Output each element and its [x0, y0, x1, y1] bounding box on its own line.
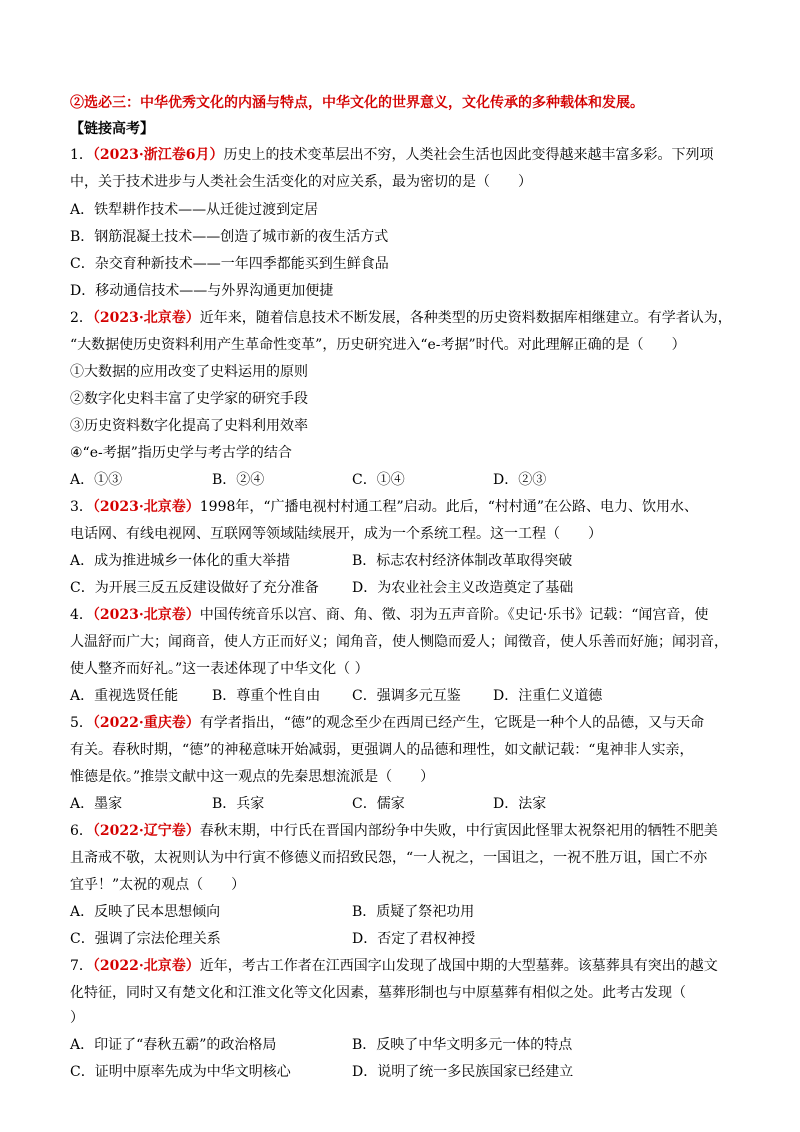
option-d: D．为农业社会主义改造奠定了基础 — [352, 580, 574, 596]
question-text: 近年来，随着信息技术不断发展，各种类型的历史资料数据库相继建立。有学者认为， — [199, 310, 732, 326]
section-label: 【链接高考】 — [70, 121, 154, 137]
statement-2: ②数字化史料丰富了史学家的研究手段 — [70, 391, 308, 407]
option-a: A．反映了民本思想倾向 — [70, 904, 221, 920]
question-text: 有关。春秋时期，“德”的神秘意味开始减弱，更强调人的品德和理性，如文献记载：“鬼神非人实亲， — [70, 742, 694, 758]
statement-1: ①大数据的应用改变了史料运用的原则 — [70, 364, 308, 380]
option-d: D．移动通信技术——与外界沟通更加便捷 — [70, 283, 334, 299]
question-number: 4． — [70, 607, 93, 623]
question-text: 有学者指出，“德”的观念至少在西周已经产生，它既是一种个人的品德，又与天命 — [199, 715, 705, 731]
option-b: B．尊重个性自由 — [212, 688, 321, 704]
option-a: A．①③ — [70, 472, 123, 488]
question-5-stem — [70, 713, 704, 733]
option-b: B．钢筋混凝土技术——创造了城市新的夜生活方式 — [70, 229, 389, 245]
section-heading: ②选必三：中华优秀文化的内涵与特点，中华文化的世界意义，文化传承的多种载体和发展。 — [70, 95, 644, 111]
question-4-stem — [70, 605, 708, 625]
question-7-stem — [70, 956, 718, 976]
question-source: （2023·北京卷） — [92, 607, 200, 623]
question-text: ） — [70, 1010, 84, 1026]
question-source: （2022·重庆卷） — [92, 715, 200, 731]
option-d: D．注重仁义道德 — [493, 688, 603, 704]
question-source: （2023·北京卷） — [92, 310, 200, 326]
option-c: C．儒家 — [352, 796, 405, 812]
question-text: 近年，考古工作者在江西国字山发现了战国中期的大型墓葬。该墓葬具有突出的越文 — [199, 958, 718, 974]
question-text: 宜乎！”太祝的观点（ ） — [70, 877, 246, 893]
option-d: D．②③ — [493, 472, 547, 488]
option-d: D．法家 — [493, 796, 547, 812]
question-number: 6． — [70, 823, 93, 839]
question-text: 且斋戒不敬，太祝则认为中行寅不修德义而招致民怨，“一人祝之，一国诅之，一祝不胜万诅，国亡不亦 — [70, 850, 708, 866]
option-c: C．杂交育种新技术——一年四季都能买到生鲜食品 — [70, 256, 389, 272]
question-1-stem — [70, 145, 714, 165]
option-b: B．标志农村经济体制改革取得突破 — [352, 553, 573, 569]
question-text: 1998年，“广播电视村村通工程”启动。此后，“村村通”在公路、电力、饮用水、 — [199, 499, 699, 515]
option-b: B．质疑了祭祀功用 — [352, 904, 475, 920]
option-c: C．①④ — [352, 472, 405, 488]
statement-4: ④“e-考据”指历史学与考古学的结合 — [70, 445, 292, 461]
option-c: C．强调多元互鉴 — [352, 688, 461, 704]
question-text: 惟德是依。”推崇文献中这一观点的先秦思想流派是（ ） — [70, 769, 435, 785]
question-number: 5． — [70, 715, 93, 731]
option-a: A．墨家 — [70, 796, 123, 812]
option-c: C．为开展三反五反建设做好了充分准备 — [70, 580, 319, 596]
question-text: 化特征，同时又有楚文化和江淮文化等文化因素，墓葬形制也与中原墓葬有相似之处。此考古发现（ — [70, 985, 686, 1001]
question-source: （2023·北京卷） — [92, 499, 200, 515]
option-d: D．否定了君权神授 — [352, 931, 476, 947]
question-source: （2022·辽宁卷） — [92, 823, 200, 839]
option-a: A．成为推进城乡一体化的重大举措 — [70, 553, 291, 569]
option-a: A．重视选贤任能 — [70, 688, 179, 704]
question-number: 1． — [70, 147, 93, 163]
question-text: 人温舒而广大；闻商音，使人方正而好义；闻角音，使人恻隐而爱人；闻徵音，使人乐善而好施；闻羽音， — [70, 634, 728, 650]
question-number: 7． — [70, 958, 93, 974]
question-number: 2． — [70, 310, 93, 326]
option-c: C．证明中原率先成为中华文明核心 — [70, 1064, 291, 1080]
question-text: 中国传统音乐以宫、商、角、徵、羽为五声音阶。《史记·乐书》记载：“闻宫音，使 — [199, 607, 709, 623]
question-text: 使人整齐而好礼。”这一表述体现了中华文化（ ） — [70, 661, 369, 677]
question-6-stem — [70, 821, 718, 841]
question-text: “大数据使历史资料利用产生革命性变革”，历史研究进入“e-考据”时代。对此理解正确的是（ ） — [70, 337, 686, 353]
question-2-stem — [70, 308, 732, 328]
option-d: D．说明了统一多民族国家已经建立 — [352, 1064, 574, 1080]
option-b: B．兵家 — [212, 796, 265, 812]
option-c: C．强调了宗法伦理关系 — [70, 931, 221, 947]
option-b: B．②④ — [212, 472, 265, 488]
question-3-stem — [70, 497, 698, 517]
option-b: B．反映了中华文明多元一体的特点 — [352, 1037, 573, 1053]
question-source: （2023·浙江卷6月） — [92, 147, 224, 163]
question-source: （2022·北京卷） — [92, 958, 200, 974]
option-a: A．印证了“春秋五霸”的政治格局 — [70, 1037, 277, 1053]
question-text: 中，关于技术进步与人类社会生活变化的对应关系，最为密切的是（ ） — [70, 174, 532, 190]
option-a: A．铁犁耕作技术——从迁徙过渡到定居 — [70, 202, 319, 218]
question-text: 历史上的技术变革层出不穷，人类社会生活也因此变得越来越丰富多彩。下列项 — [223, 147, 714, 163]
question-number: 3． — [70, 499, 93, 515]
question-text: 电话网、有线电视网、互联网等领域陆续展开，成为一个系统工程。这一工程（ ） — [70, 526, 602, 542]
statement-3: ③历史资料数字化提高了史料利用效率 — [70, 418, 308, 434]
question-text: 春秋末期，中行氏在晋国内部纷争中失败，中行寅因此怪罪太祝祭祀用的牺牲不肥美 — [199, 823, 718, 839]
